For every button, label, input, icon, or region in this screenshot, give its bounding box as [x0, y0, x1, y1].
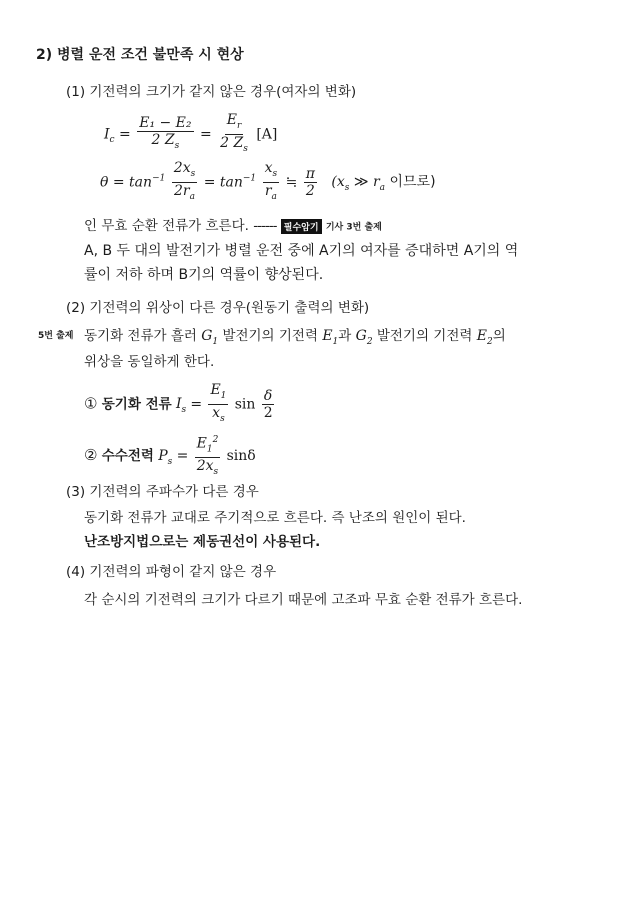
sub1-line3: 률이 저하 하며 B기의 역률이 향상된다.: [84, 267, 324, 283]
sub2-heading: (2) 기전력의 위상이 다른 경우(원동기 출력의 변화): [66, 300, 370, 316]
item-exchange-power: ② 수수전력 $P_s$ = $\frac{E_1^2}{2x_s}$ sinδ: [84, 432, 256, 480]
section-title: 병렬 운전 조건 불만족 시 현상: [57, 47, 244, 63]
sub1-line2: A, B 두 대의 발전기가 병렬 운전 중에 A기의 여자를 증대하면 A기의 역: [84, 243, 519, 259]
fraction-1: $\frac{\text{E₁ − E₂}}{2 Z_s}$: [139, 114, 192, 151]
sub3-line2: 난조방지법으로는 제동권선이 사용된다.: [84, 534, 321, 550]
sub1-heading: [66, 80, 356, 100]
sub3-heading: (3) 기전력의 주파수가 다른 경우: [66, 484, 259, 500]
sub2-line1: 동기화 전류가 흘러 $G_1$ 발전기의 기전력 $E_1$과 $G_2$ 발전기의 기전력 $E_2$의: [84, 328, 506, 347]
fraction-theta-1: $\frac{2x_s}{2r_a}$: [173, 160, 196, 202]
fraction-theta-2: $\frac{x_s}{r_a}$: [264, 160, 278, 202]
sub1-title: 기전력의 크기가 같지 않은 경우(여자의 변화): [89, 84, 357, 100]
sub1-line1: 인 무효 순환 전류가 흐른다. ------ 필수암기 기사 3번 출제: [84, 218, 382, 234]
sub3-line1: 동기화 전류가 교대로 주기적으로 흐른다. 즉 난조의 원인이 된다.: [84, 510, 466, 526]
fraction-2: $\frac{E_r}{2 Z_s}$: [220, 112, 248, 154]
sub2-line2: 위상을 동일하게 한다.: [84, 354, 215, 370]
exam-count-note: 5번 출제: [38, 331, 74, 341]
sub4-heading: (4) 기전력의 파형이 같지 않은 경우: [66, 564, 277, 580]
section-heading: [36, 44, 244, 64]
equation-circulating-current: $I_c$ = $\frac{\text{E₁ − E₂}}{2 Z_s}$ = $\frac{E_r}{2 Z_s}$ [A]: [104, 112, 277, 157]
fraction-sync-1: $\frac{E_1}{x_s}$: [210, 382, 227, 424]
sub1-number: (1): [66, 84, 86, 100]
section-number: 2): [36, 47, 53, 63]
sub4-line1: 각 순시의 기전력의 크기가 다르기 때문에 고조파 무효 순환 전류가 흐른다.: [84, 592, 523, 608]
fraction-pi: $\frac{\pi}{2}$: [305, 165, 315, 199]
fraction-sync-2: $\frac{\delta}{2}$: [263, 387, 273, 421]
exam-frequency-note: 기사 3번 출제: [325, 222, 382, 233]
must-memorize-badge: 필수암기: [281, 219, 322, 234]
fraction-power: $\frac{E_1^2}{2x_s}$: [195, 432, 221, 480]
equation-theta: $\theta = \tan^{-1}$ $\frac{2x_s}{2r_a}$ = $\tan^{-1}$ $\frac{x_s}{r_a}$ ≒ $\frac{\pi}{2}$ ($x_s$ ≫ $r_a$ 이므로): [100, 160, 436, 205]
item-sync-current: ① 동기화 전류 $I_s$ = $\frac{E_1}{x_s}$ sin $\frac{\delta}{2}$: [84, 382, 277, 427]
